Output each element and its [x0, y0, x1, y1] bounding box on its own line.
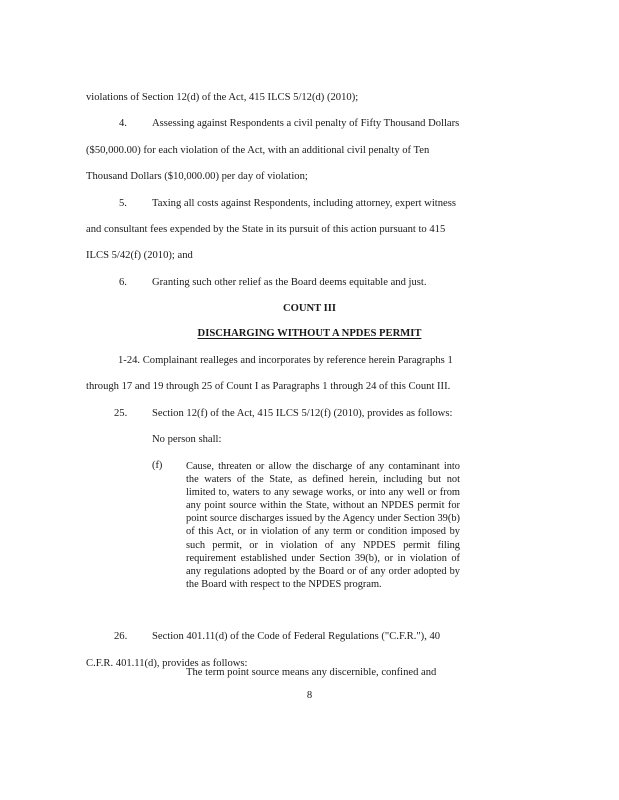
- text-line: Granting such other relief as the Board deems equitable and just.: [152, 277, 427, 288]
- text-line: No person shall:: [152, 434, 222, 445]
- text-line: through 17 and 19 through 25 of Count I as Paragraphs 1 through 24 of this Count III.: [86, 381, 451, 392]
- item-number: 5.: [119, 198, 127, 209]
- text-line: Assessing against Respondents a civil penalty of Fifty Thousand Dollars: [152, 118, 460, 129]
- section-heading-text: DISCHARGING WITHOUT A NPDES PERMIT: [197, 328, 422, 339]
- count-heading: COUNT III: [282, 303, 337, 314]
- text-line: ILCS 5/42(f) (2010); and: [86, 250, 193, 261]
- quote-item-number: (f): [152, 460, 163, 471]
- text-line: C.F.R. 401.11(d), provides as follows:: [86, 658, 248, 669]
- text-line: Thousand Dollars ($10,000.00) per day of violation;: [86, 171, 308, 182]
- block-quote: Cause, threaten or allow the discharge of any contaminant into the waters of the State, as defined herein, including but not limited to, waters to any sewage works, or into any well or from any point source within the State, without an NPDES permit for point source discharges issued by the Agency under Section 39(b) of this Act, or in violation of any term or condition imposed by such permit, or in violation of any NPDES permit filing requirement established under Section 39(b), or in violation of any regulations adopted by the Board or of any order adopted by the Board with respect to the NPDES program.: [186, 461, 460, 590]
- item-number: 4.: [119, 118, 127, 129]
- text-line: violations of Section 12(d) of the Act, 415 ILCS 5/12(d) (2010);: [86, 92, 359, 103]
- page-number: 8: [306, 690, 313, 701]
- item-number: 26.: [114, 631, 128, 642]
- text-line: Section 401.11(d) of the Code of Federal Regulations ("C.F.R."), 40: [152, 631, 441, 642]
- text-line: Section 12(f) of the Act, 415 ILCS 5/12(f) (2010), provides as follows:: [152, 408, 453, 419]
- text-line: Taxing all costs against Respondents, including attorney, expert witness: [152, 198, 456, 209]
- text-line: and consultant fees expended by the State in its pursuit of this action pursuant to 415: [86, 224, 446, 235]
- text-line: ($50,000.00) for each violation of the Act, with an additional civil penalty of Ten: [86, 145, 430, 156]
- item-number: 25.: [114, 408, 128, 419]
- item-number: 6.: [119, 277, 127, 288]
- text-line: 1-24. Complainant realleges and incorporates by reference herein Paragraphs 1: [118, 355, 453, 366]
- quoted-definition: The term point source means any discernible, confined and: [186, 667, 437, 678]
- section-heading: [0, 328, 619, 339]
